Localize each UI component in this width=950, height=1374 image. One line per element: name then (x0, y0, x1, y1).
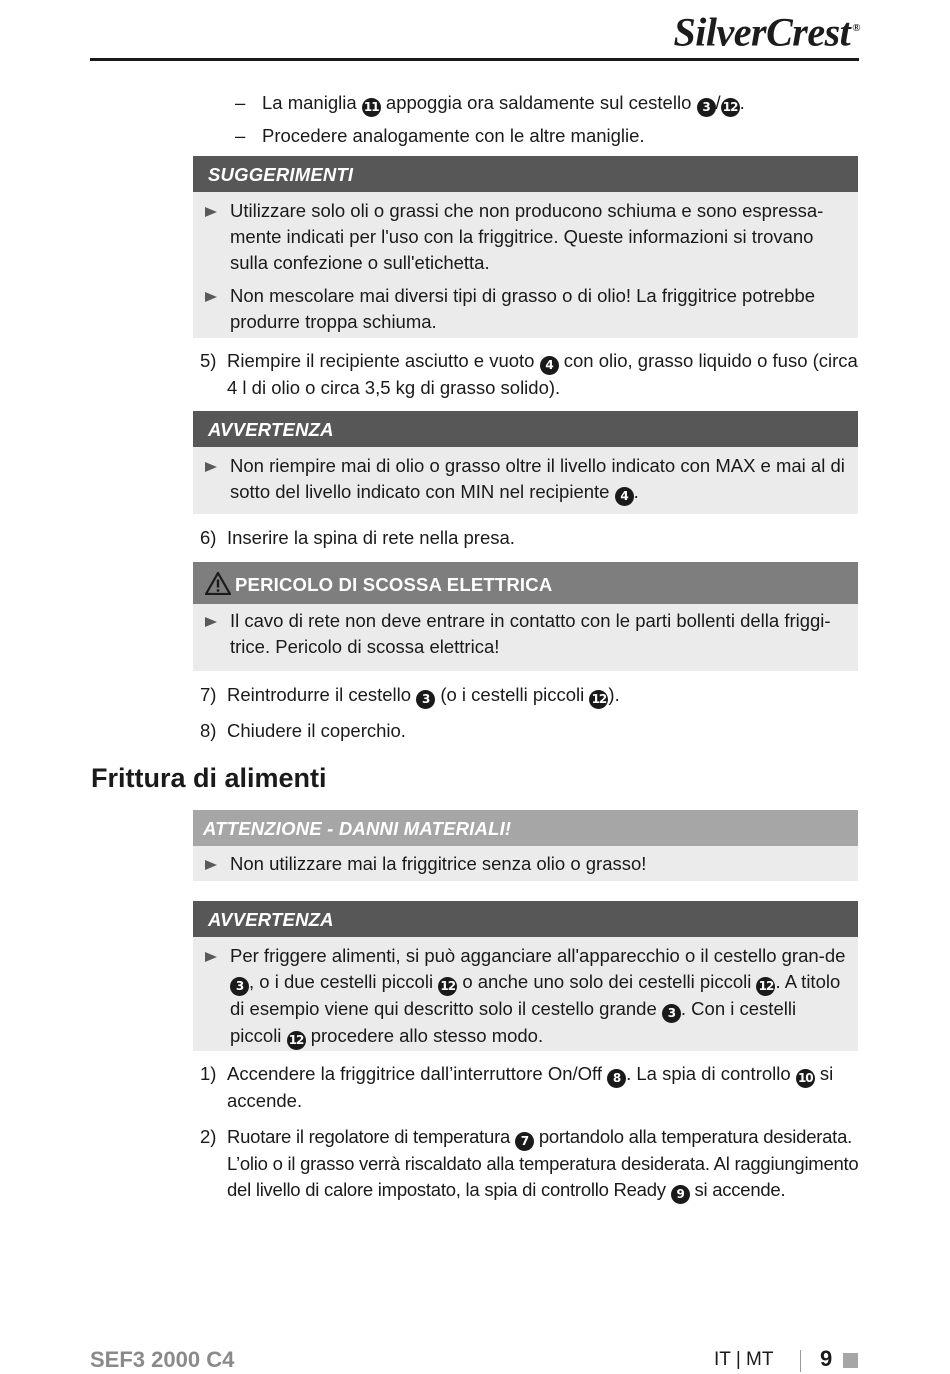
callout-7-icon: 7 (515, 1132, 534, 1151)
bullet-arrow-icon (205, 860, 217, 870)
bullet-arrow-icon (205, 617, 217, 627)
callout-4-icon: 4 (540, 356, 559, 375)
footer-model: SEF3 2000 C4 (90, 1347, 235, 1372)
tips-box (193, 156, 858, 338)
warning-triangle-icon (205, 572, 231, 595)
footer-separator (800, 1350, 801, 1372)
bullet-arrow-icon (205, 952, 217, 962)
callout-3-icon: 3 (697, 98, 716, 117)
caution-title: ATTENZIONE - DANNI MATERIALI! (193, 810, 858, 846)
header-rule (90, 58, 859, 61)
bullet-arrow-icon (205, 462, 217, 472)
warning-title-2: AVVERTENZA (193, 901, 858, 937)
bullet-arrow-icon (205, 292, 217, 302)
footer-language: IT | MT (714, 1349, 774, 1370)
callout-12-icon: 12 (721, 98, 740, 117)
caution-bullet: Non utilizzare mai la friggitrice senza olio o grasso! (193, 851, 858, 877)
callout-4-icon: 4 (615, 487, 634, 506)
danger-box (193, 562, 858, 671)
tips-bullet-1: Utilizzare solo oli o grassi che non producono schiuma e sono espressa-mente indicati per l'uso con la friggitrice. Queste informazioni si trovano sulla confezione o sull'etichetta. (193, 198, 858, 276)
callout-3-icon: 3 (416, 690, 435, 709)
warning-box-1 (193, 411, 858, 514)
tips-title: SUGGERIMENTI (193, 156, 858, 192)
callout-12-icon: 12 (589, 690, 608, 709)
danger-title: PERICOLO DI SCOSSA ELETTRICA (193, 562, 858, 604)
callout-3-icon: 3 (662, 1004, 681, 1023)
callout-11-icon: 11 (362, 98, 381, 117)
danger-bullet: Il cavo di rete non deve entrare in contatto con le parti bollenti della friggi-trice. Pericolo di scossa elettrica! (193, 608, 858, 660)
warning-bullet-2: Per friggere alimenti, si può agganciare all'apparecchio o il cestello gran-de 3 , o i due cestelli piccoli 12 o anche uno solo dei cestelli piccoli 12 . A titolo di esempio viene qui descritto solo il cestello grande 3 . Con i cestelli piccoli 12 procedere allo stesso modo. (193, 943, 858, 1050)
bullet-arrow-icon (205, 207, 217, 217)
callout-8-icon: 8 (607, 1069, 626, 1088)
callout-9-icon: 9 (671, 1185, 690, 1204)
callout-12-icon: 12 (756, 977, 775, 996)
caution-box (193, 810, 858, 881)
warning-box-2 (193, 901, 858, 1051)
page-marker-square (843, 1353, 858, 1368)
callout-10-icon: 10 (796, 1069, 815, 1088)
callout-3-icon: 3 (230, 977, 249, 996)
callout-12-icon: 12 (287, 1031, 306, 1050)
warning-title-1: AVVERTENZA (193, 411, 858, 447)
page-number: 9 (820, 1346, 833, 1371)
callout-12-icon: 12 (438, 977, 457, 996)
warning-bullet-1: Non riempire mai di olio o grasso oltre il livello indicato con MAX e mai al di sotto del livello indicato con MIN nel recipiente 4 . (193, 453, 858, 506)
tips-bullet-2: Non mescolare mai diversi tipi di grasso o di olio! La friggitrice potrebbe produrre troppa schiuma. (193, 283, 858, 335)
brand-logo: SilverCrest ® (673, 9, 860, 55)
section-title: Frittura di alimenti (91, 763, 327, 793)
